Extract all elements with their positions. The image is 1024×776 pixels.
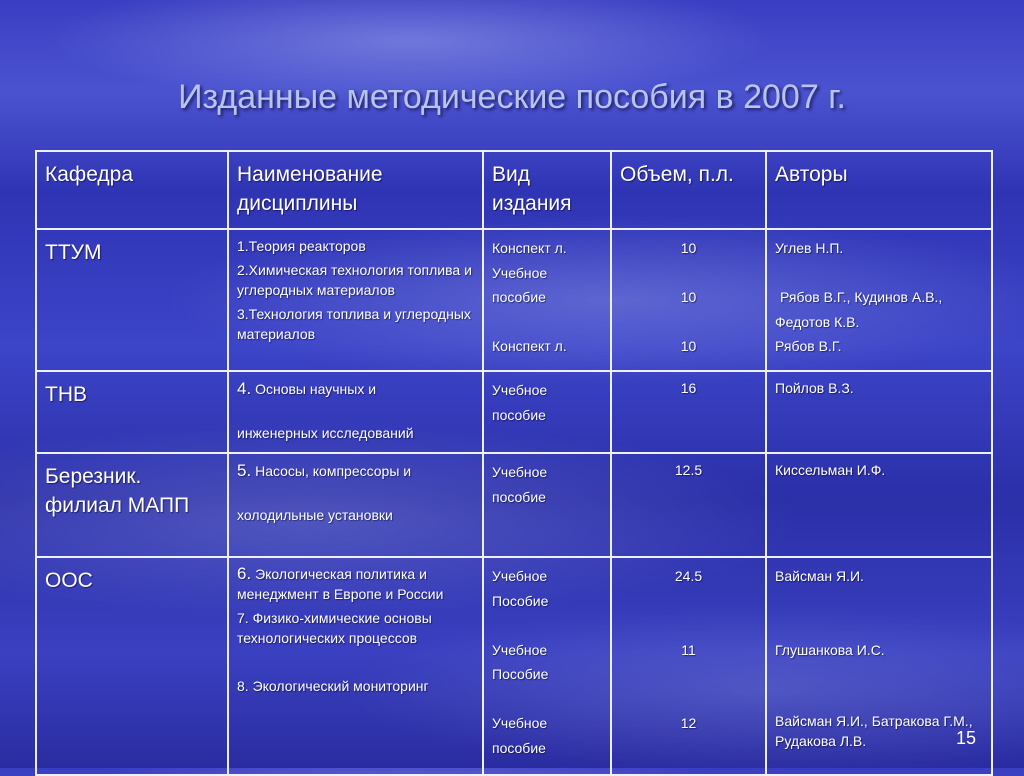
header-type: Вид издания [483, 151, 611, 229]
volume-item: 12 [680, 715, 697, 731]
type-cell [483, 371, 611, 453]
type-item: Учебное [492, 641, 548, 658]
header-authors: Авторы [766, 151, 992, 229]
author-item: Федотов К.В. [775, 313, 860, 330]
type-item: пособие [492, 406, 546, 423]
author-item: Киссельман И.Ф. [775, 462, 886, 478]
discipline-item: 1.Теория реакторов [237, 238, 366, 254]
volume-cell [611, 371, 766, 453]
discipline-item: холодильные установки [237, 507, 393, 523]
header-volume: Объем, п.л. [611, 151, 766, 229]
author-item: Рябов В.Г., Кудинов А.В., [780, 289, 943, 305]
discipline-item: 7. Физико-химические основы технологических процессов [237, 610, 432, 646]
authors-cell [766, 453, 992, 557]
discipline-number: 6. [237, 564, 252, 583]
volume-item: 10 [680, 240, 697, 256]
volume-item: 10 [680, 338, 697, 354]
slide-title: Изданные методические пособия в 2007 г. [178, 78, 846, 116]
type-cell [483, 453, 611, 557]
discipline-cell [228, 229, 483, 371]
discipline-item [237, 564, 474, 604]
slide-number: 15 [955, 728, 976, 748]
type-cell [483, 557, 611, 775]
discipline-item: 3.Технология топлива и углеродных материалов [237, 306, 471, 342]
table-row [36, 371, 992, 453]
table-header-row [36, 151, 992, 229]
volume-cell [611, 557, 766, 775]
table-row [36, 557, 992, 775]
discipline-number: 5. [237, 461, 252, 480]
volume-item: 12.5 [674, 462, 703, 478]
table-row [36, 453, 992, 557]
volume-item: 11 [681, 641, 696, 658]
type-item: Пособие [492, 592, 549, 609]
discipline-cell [228, 371, 483, 453]
discipline-text: Основы научных и [255, 381, 377, 397]
type-item: Учебное [492, 715, 548, 731]
volume-item: 16 [680, 380, 697, 396]
publications-table [35, 150, 993, 776]
header-discipline: Наименование дисциплины [228, 151, 483, 229]
type-item: пособие [492, 289, 546, 305]
author-item: Вайсман Я.И., Батракова Г.М., Рудакова Л.В. [775, 713, 973, 749]
discipline-item [237, 378, 474, 400]
type-item: Учебное [492, 382, 548, 398]
dept-cell: ООС [36, 557, 228, 775]
discipline-item: инженерных исследований [237, 425, 414, 441]
discipline-item [237, 460, 474, 482]
type-item: Учебное [492, 568, 548, 584]
discipline-item: 2.Химическая технология топлива и углеродных материалов [237, 262, 472, 298]
authors-cell [766, 371, 992, 453]
type-item: пособие [492, 488, 546, 505]
discipline-cell [228, 453, 483, 557]
author-item: Глушанкова И.С. [775, 641, 885, 658]
dept-cell: Березник. филиал МАПП [36, 453, 228, 557]
dept-cell: ТНВ [36, 371, 228, 453]
type-item: Конспект л. [492, 240, 567, 256]
table-row [36, 229, 992, 371]
type-item: Конспект л. [492, 338, 567, 354]
type-item: Учебное [492, 264, 548, 281]
type-item: Пособие [492, 666, 549, 682]
volume-cell [611, 229, 766, 371]
type-cell [483, 229, 611, 371]
author-item: Пойлов В.З. [775, 380, 854, 396]
authors-cell [766, 229, 992, 371]
volume-item: 24.5 [674, 568, 703, 584]
volume-cell [611, 453, 766, 557]
author-item: Рябов В.Г. [775, 338, 842, 354]
author-item: Углев Н.П. [775, 240, 844, 256]
discipline-cell [228, 557, 483, 775]
discipline-text: Экологическая политика и менеджмент в Европе и России [237, 566, 444, 602]
discipline-number: 4. [237, 379, 252, 398]
type-item: пособие [492, 739, 546, 756]
author-item: Вайсман Я.И. [775, 568, 864, 584]
header-dept: Кафедра [36, 151, 228, 229]
type-item: Учебное [492, 464, 548, 480]
volume-item: 10 [680, 289, 697, 305]
discipline-text: Насосы, компрессоры и [255, 463, 412, 479]
discipline-item: 8. Экологический мониторинг [237, 678, 429, 694]
dept-cell: ТТУМ [36, 229, 228, 371]
